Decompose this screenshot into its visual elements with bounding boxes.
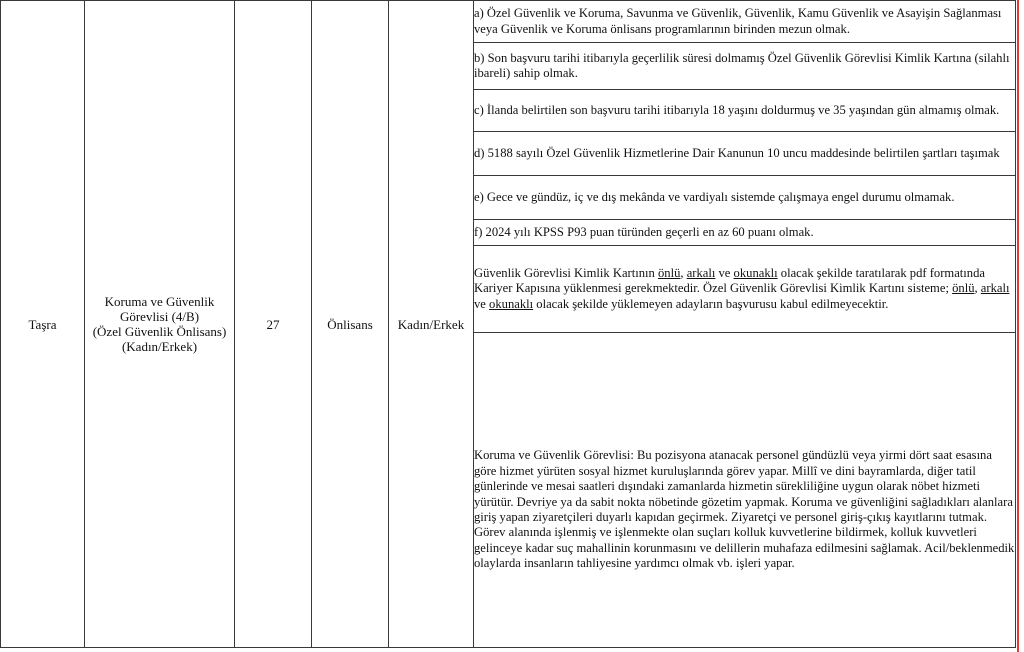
position-title-line: Görevlisi (4/B) xyxy=(119,309,200,324)
id-card-upload-note: Güvenlik Görevlisi Kimlik Kartının önlü, arkalı ve okunaklı olacak şekilde taratılarak pdf formatında Kariyer Kapısına yüklenmesi gerekmektedir. Özel Güvenlik Görevlisi Kimlik Kartını sisteme; önlü, arkalı ve okunaklı olacak şekilde yüklemeyen adayların başvurusu kabul edilmeyecektir. xyxy=(474,246,1016,333)
requirement-c: c) İlanda belirtilen son başvuru tarihi itibarıyla 18 yaşını doldurmuş ve 35 yaşından gün almamış olmak. xyxy=(474,90,1016,132)
education-level-cell: Önlisans xyxy=(312,1,389,648)
gender-cell: Kadın/Erkek xyxy=(389,1,474,648)
duty-description: Koruma ve Güvenlik Görevlisi: Bu pozisyona atanacak personel gündüzlü veya yirmi dört saat esasına göre hizmet yürüten sosyal hizmet kuruluşlarında görev yapar. Millî ve dini bayramlarda, diğer tatil günlerinde ve mesai saatleri dışındaki zamanlarda hizmetin sürekliliğine uygun olarak nöbet hizmeti yürütür. Devriye ya da sabit nokta nöbetinde gözetim yapmak. Koruma ve güvenliğini sağladıkları alanlara giriş yapan ziyaretçileri duyarlı kapıdan geçirmek. Ziyaretçi ve personel giriş-çıkış kayıtlarını tutmak. Görev alanında işlenmiş ve işlenmekte olan suçları kolluk kuvvetlerine bildirmek, kolluk kuvvetleri gelinceye kadar suç mahallinin korunmasını ve delillerin muhafaza edilmesini sağlamak. Acil/beklenmedik olaylarda insanların tahliyesine yardımcı olmak vb. işleri yapar. xyxy=(474,333,1016,648)
table-row xyxy=(1,1,1016,43)
page-edge-marker xyxy=(1017,0,1019,652)
requirement-b: b) Son başvuru tarihi itibarıyla geçerlilik süresi dolmamış Özel Güvenlik Görevlisi Kimlik Kartına (silahlı ibareli) sahip olmak. xyxy=(474,43,1016,90)
location-cell: Taşra xyxy=(1,1,85,648)
requirement-f: f) 2024 yılı KPSS P93 puan türünden geçerli en az 60 puanı olmak. xyxy=(474,220,1016,246)
requirement-e: e) Gece ve gündüz, iç ve dış mekânda ve vardiyalı sistemde çalışmaya engel durumu olmamak. xyxy=(474,176,1016,220)
position-count-cell: 27 xyxy=(235,1,312,648)
requirement-d: d) 5188 sayılı Özel Güvenlik Hizmetlerine Dair Kanunun 10 uncu maddesinde belirtilen şartları taşımak xyxy=(474,132,1016,176)
position-title-line: Koruma ve Güvenlik xyxy=(104,294,215,309)
position-title-cell xyxy=(85,1,235,648)
requirement-a: a) Özel Güvenlik ve Koruma, Savunma ve Güvenlik, Güvenlik, Kamu Güvenlik ve Asayişin Sağlanması veya Güvenlik ve Koruma önlisans programlarının birinden mezun olmak. xyxy=(474,1,1016,43)
position-title-line: (Özel Güvenlik Önlisans) xyxy=(92,324,227,339)
position-title-line: (Kadın/Erkek) xyxy=(121,339,198,354)
